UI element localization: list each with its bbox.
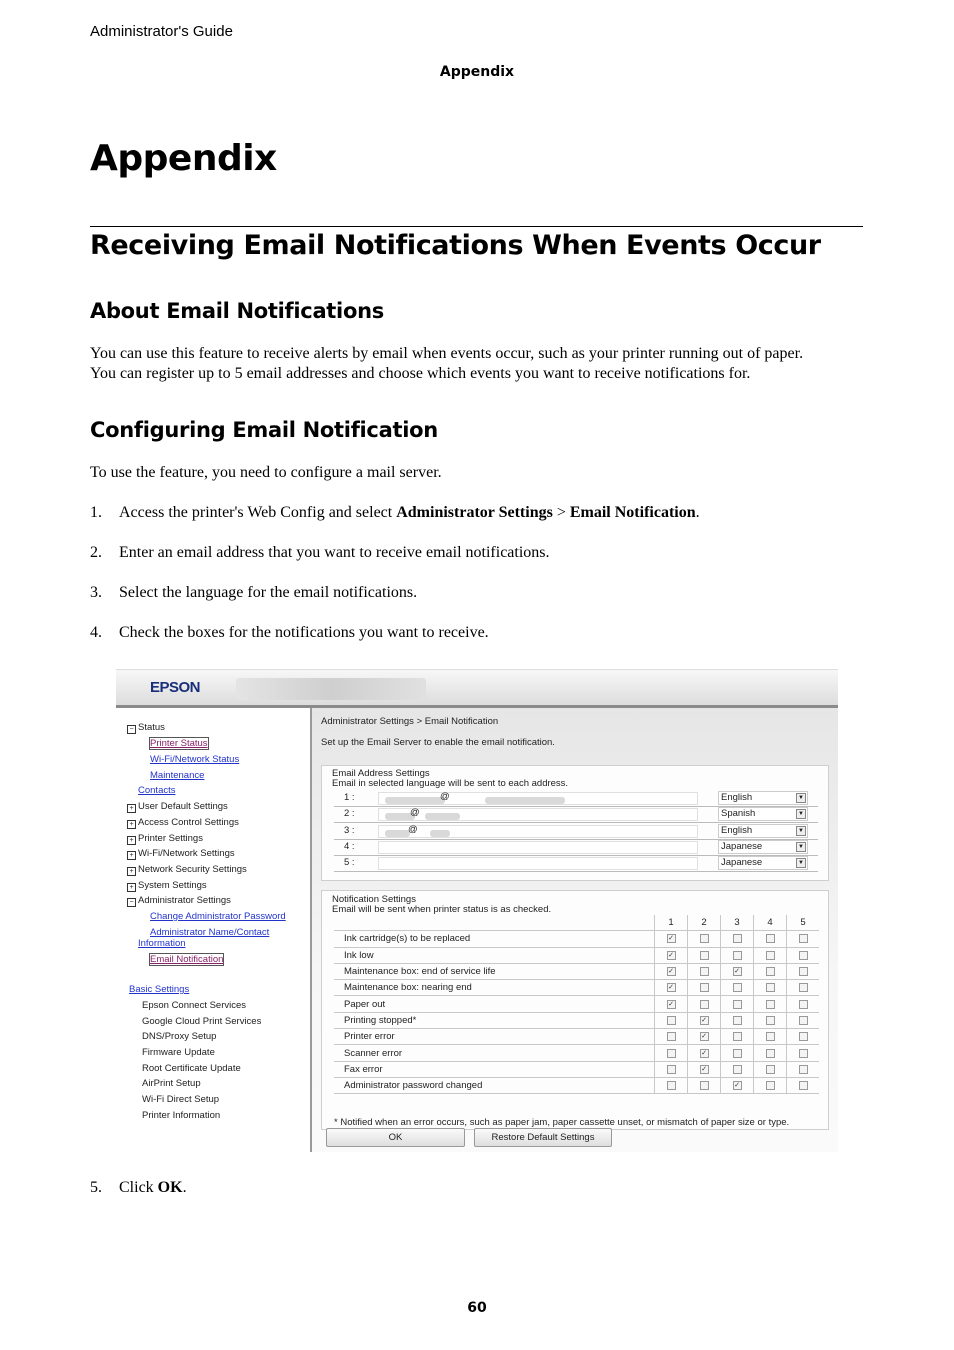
language-value: English [721, 792, 753, 803]
unchecked-checkbox[interactable] [733, 1000, 742, 1009]
redacted-email-text [425, 813, 460, 820]
email-row-label: 3 : [344, 824, 355, 836]
sidebar-item[interactable] [150, 911, 286, 922]
checkbox-cell [721, 1045, 754, 1061]
checked-checkbox[interactable]: ✓ [701, 1016, 707, 1024]
sidebar-item-label: Printer Settings [138, 833, 203, 844]
checkbox-cell [655, 963, 688, 979]
checkbox-cell [787, 963, 820, 979]
column-header: 5 [787, 915, 820, 931]
checkbox-cell [754, 996, 787, 1012]
table-row [334, 980, 819, 996]
language-select[interactable] [718, 791, 808, 805]
expand-icon[interactable]: + [127, 820, 136, 829]
main-intro: Set up the Email Server to enable the email notification. [321, 737, 555, 748]
email-address-input[interactable] [378, 808, 698, 821]
checkbox-cell [688, 1077, 721, 1093]
sidebar-item[interactable] [142, 1063, 241, 1074]
breadcrumb: Administrator Settings > Email Notification [321, 716, 499, 727]
dropdown-arrow-icon[interactable]: ▼ [796, 793, 806, 803]
redacted-email-text [430, 830, 450, 837]
section-heading: Receiving Email Notifications When Events Occur [90, 230, 821, 261]
sidebar-item[interactable] [129, 984, 189, 995]
checkbox-cell [721, 931, 754, 947]
table-row [334, 947, 819, 963]
unchecked-checkbox[interactable] [799, 951, 808, 960]
sidebar-item[interactable] [142, 1016, 261, 1027]
language-select[interactable] [718, 807, 808, 821]
checkbox-cell [721, 1077, 754, 1093]
sidebar-item-label: Wi-Fi/Network Settings [138, 848, 235, 859]
event-label: Maintenance box: nearing end [334, 980, 655, 996]
menu-administrator-settings: Administrator Settings [396, 504, 553, 521]
about-line-1: You can use this feature to receive alerts by email when events occur, such as your printer running out of paper. [90, 345, 804, 362]
blurred-printer-name [236, 678, 426, 700]
language-select[interactable] [718, 856, 808, 870]
step-text: Check the boxes for the notifications you want to receive. [119, 624, 489, 641]
step-number: 4. [90, 624, 102, 641]
unchecked-checkbox[interactable] [667, 1049, 676, 1058]
checkbox-cell [688, 980, 721, 996]
checkbox-cell [754, 1077, 787, 1093]
expand-icon[interactable]: + [127, 867, 136, 876]
web-config-sidebar [116, 708, 312, 1152]
redacted-email-text [385, 797, 445, 804]
email-address-row [334, 839, 818, 856]
sidebar-item-label: Access Control Settings [138, 817, 239, 828]
language-select[interactable] [718, 840, 808, 854]
sidebar-item-label: Epson Connect Services [142, 1000, 247, 1011]
unchecked-checkbox[interactable] [799, 934, 808, 943]
step-number: 5. [90, 1179, 102, 1196]
sidebar-item[interactable] [127, 864, 247, 876]
language-value: Japanese [721, 840, 763, 852]
language-select[interactable] [718, 824, 808, 838]
sidebar-item[interactable] [142, 1094, 219, 1105]
epson-logo: EPSON [150, 679, 201, 696]
period: . [695, 504, 700, 521]
sidebar-item-label: Wi-Fi Direct Setup [142, 1094, 220, 1105]
dropdown-arrow-icon[interactable]: ▼ [796, 858, 806, 868]
checkbox-cell [721, 1029, 754, 1045]
chapter-title: Appendix [90, 138, 277, 179]
unchecked-checkbox[interactable] [766, 983, 775, 992]
unchecked-checkbox[interactable] [700, 951, 709, 960]
sidebar-item[interactable] [127, 833, 203, 845]
separator: > [552, 504, 570, 521]
column-header: 4 [754, 915, 787, 931]
table-row [334, 1045, 819, 1061]
event-label: Paper out [334, 996, 655, 1012]
sidebar-item[interactable] [150, 770, 204, 781]
checkbox-cell [721, 1061, 754, 1077]
expand-icon[interactable]: + [127, 836, 136, 845]
checkbox-cell [754, 1061, 787, 1077]
collapse-icon[interactable]: − [127, 725, 136, 734]
language-value: English [721, 824, 753, 836]
step-text: Access the printer's Web Config and select [119, 504, 397, 521]
unchecked-checkbox[interactable] [799, 1032, 808, 1041]
unchecked-checkbox[interactable] [733, 1065, 742, 1074]
checkbox-cell [688, 1029, 721, 1045]
checkbox-cell [754, 963, 787, 979]
unchecked-checkbox[interactable] [667, 1032, 676, 1041]
sidebar-item[interactable] [127, 722, 165, 734]
sidebar-item-label: Information [138, 938, 186, 949]
unchecked-checkbox[interactable] [667, 1065, 676, 1074]
unchecked-checkbox[interactable] [733, 983, 742, 992]
at-sign: @ [410, 807, 420, 819]
unchecked-checkbox[interactable] [733, 1049, 742, 1058]
sidebar-item-label: Administrator Name/Contact [150, 927, 270, 938]
web-config-main [312, 708, 838, 1152]
table-row [334, 996, 819, 1012]
sidebar-item-label: Contacts [138, 785, 176, 796]
checkbox-cell [787, 996, 820, 1012]
checked-checkbox[interactable]: ✓ [668, 968, 674, 976]
unchecked-checkbox[interactable] [700, 983, 709, 992]
checkbox-cell [787, 1077, 820, 1093]
checkbox-cell [655, 1012, 688, 1028]
unchecked-checkbox[interactable] [733, 1032, 742, 1041]
redacted-email-text [485, 797, 565, 804]
expand-icon[interactable]: + [127, 804, 136, 813]
checkbox-cell [655, 980, 688, 996]
event-label: Printing stopped* [334, 1012, 655, 1028]
sidebar-item-label: Email Notification [150, 954, 224, 965]
unchecked-checkbox[interactable] [766, 934, 775, 943]
checked-checkbox[interactable]: ✓ [668, 1000, 674, 1008]
email-row-label: 4 : [344, 840, 355, 852]
notification-footnote: * Notified when an error occurs, such as paper jam, paper cassette unset, or mismatch of paper size or type. [334, 1117, 790, 1128]
checkbox-cell [787, 1045, 820, 1061]
sidebar-item[interactable] [142, 1110, 220, 1121]
event-label: Administrator password changed [334, 1077, 655, 1093]
email-row-label: 1 : [344, 792, 355, 803]
checkbox-cell [655, 1045, 688, 1061]
at-sign: @ [440, 791, 450, 802]
checkbox-cell [688, 931, 721, 947]
checkbox-cell [754, 931, 787, 947]
config-intro: To use the feature, you need to configure a mail server. [90, 464, 442, 481]
sidebar-item[interactable] [138, 938, 186, 949]
table-header-row [334, 915, 819, 931]
email-panel-title: Email Address Settings [332, 768, 430, 779]
checked-checkbox[interactable]: ✓ [668, 935, 674, 943]
checkbox-cell [721, 947, 754, 963]
dropdown-arrow-icon[interactable]: ▼ [796, 842, 806, 852]
restore-default-settings-button[interactable]: Restore Default Settings [474, 1128, 612, 1147]
sidebar-item[interactable] [127, 801, 228, 813]
redacted-email-text [385, 830, 410, 837]
heading-rule [90, 226, 863, 227]
sidebar-item-label: Network Security Settings [138, 864, 247, 875]
running-header-guide: Administrator's Guide [90, 23, 233, 40]
sidebar-item-label: System Settings [138, 880, 207, 891]
sidebar-item[interactable] [142, 1031, 216, 1042]
column-header: 2 [688, 915, 721, 931]
unchecked-checkbox[interactable] [700, 967, 709, 976]
period: . [182, 1179, 187, 1196]
checked-checkbox[interactable]: ✓ [701, 1033, 707, 1041]
unchecked-checkbox[interactable] [700, 1081, 709, 1090]
email-address-input[interactable] [378, 825, 698, 838]
about-line-2: You can register up to 5 email addresses and choose which events you want to receive notifications for. [90, 365, 751, 382]
checkbox-cell [655, 947, 688, 963]
checkbox-cell [655, 1029, 688, 1045]
unchecked-checkbox[interactable] [733, 951, 742, 960]
table-row [334, 1029, 819, 1045]
web-config-header [116, 669, 838, 706]
checked-checkbox[interactable]: ✓ [701, 1049, 707, 1057]
checkbox-cell [721, 980, 754, 996]
checkbox-cell [754, 947, 787, 963]
email-row-label: 5 : [344, 857, 355, 869]
email-address-input[interactable] [378, 841, 698, 854]
step-text: Enter an email address that you want to receive email notifications. [119, 544, 550, 561]
sidebar-item[interactable] [150, 927, 269, 938]
checkbox-cell [688, 996, 721, 1012]
unchecked-checkbox[interactable] [766, 1049, 775, 1058]
dropdown-arrow-icon[interactable]: ▼ [796, 826, 806, 836]
ok-button[interactable]: OK [326, 1128, 465, 1147]
checkbox-cell [787, 1012, 820, 1028]
checked-checkbox[interactable]: ✓ [734, 968, 740, 976]
sidebar-item-label: Google Cloud Print Services [142, 1016, 262, 1027]
checkbox-cell [787, 980, 820, 996]
sidebar-item-label: DNS/Proxy Setup [142, 1031, 217, 1042]
unchecked-checkbox[interactable] [766, 967, 775, 976]
at-sign: @ [408, 823, 418, 835]
step-number: 2. [90, 544, 102, 561]
sidebar-item-label: Administrator Settings [138, 895, 231, 906]
checkbox-cell [721, 963, 754, 979]
unchecked-checkbox[interactable] [667, 1016, 676, 1025]
sidebar-item[interactable] [142, 1078, 201, 1089]
sidebar-item[interactable] [127, 817, 239, 829]
page-number: 60 [467, 1300, 487, 1316]
notification-table [334, 915, 819, 1094]
step-text: Select the language for the email notifications. [119, 584, 418, 601]
expand-icon[interactable]: + [127, 883, 136, 892]
column-header: 3 [721, 915, 754, 931]
sidebar-item-label: Wi-Fi/Network Status [150, 754, 240, 765]
checkbox-cell [754, 1045, 787, 1061]
language-value: Japanese [721, 857, 763, 869]
unchecked-checkbox[interactable] [667, 1081, 676, 1090]
email-address-row [334, 806, 818, 823]
sidebar-item-label: Basic Settings [129, 984, 190, 995]
unchecked-checkbox[interactable] [733, 1016, 742, 1025]
email-panel-subtitle: Email in selected language will be sent to each address. [332, 778, 569, 789]
sidebar-item[interactable] [142, 1047, 215, 1058]
table-row [334, 1061, 819, 1077]
menu-email-notification: Email Notification [569, 504, 696, 521]
sidebar-item[interactable] [150, 954, 223, 965]
checkbox-cell [688, 1045, 721, 1061]
table-row [334, 1077, 819, 1093]
checkbox-cell [787, 1029, 820, 1045]
notification-panel-title: Notification Settings [332, 894, 416, 905]
email-row-label: 2 : [344, 808, 355, 820]
notification-panel-subtitle: Email will be sent when printer status is as checked. [332, 904, 552, 915]
checked-checkbox[interactable]: ✓ [734, 1082, 740, 1090]
checkbox-cell [655, 1077, 688, 1093]
sidebar-item[interactable] [127, 848, 235, 860]
email-address-input[interactable] [378, 857, 698, 870]
checked-checkbox[interactable]: ✓ [668, 951, 674, 959]
checkbox-cell [655, 931, 688, 947]
event-label: Ink cartridge(s) to be replaced [334, 931, 655, 947]
unchecked-checkbox[interactable] [766, 1032, 775, 1041]
sidebar-item-label: Printer Information [142, 1110, 221, 1121]
collapse-icon[interactable]: − [127, 898, 136, 907]
checkbox-cell [754, 1012, 787, 1028]
unchecked-checkbox[interactable] [766, 1016, 775, 1025]
checkbox-cell [655, 1061, 688, 1077]
unchecked-checkbox[interactable] [766, 1081, 775, 1090]
unchecked-checkbox[interactable] [733, 934, 742, 943]
unchecked-checkbox[interactable] [700, 1000, 709, 1009]
checkbox-cell [655, 996, 688, 1012]
checkbox-cell [688, 963, 721, 979]
event-label: Fax error [334, 1061, 655, 1077]
language-value: Spanish [721, 808, 756, 820]
unchecked-checkbox[interactable] [799, 1081, 808, 1090]
table-row [334, 931, 819, 947]
email-address-panel [321, 765, 829, 881]
event-label: Printer error [334, 1029, 655, 1045]
table-row [334, 963, 819, 979]
checkbox-cell [787, 931, 820, 947]
checkbox-cell [787, 947, 820, 963]
dropdown-arrow-icon[interactable]: ▼ [796, 809, 806, 819]
email-address-row [334, 790, 818, 807]
step-number: 1. [90, 504, 102, 521]
unchecked-checkbox[interactable] [766, 1065, 775, 1074]
about-paragraph [90, 344, 860, 384]
checkbox-cell [754, 980, 787, 996]
table-header-blank [334, 915, 655, 931]
sidebar-item[interactable] [150, 738, 208, 749]
unchecked-checkbox[interactable] [766, 951, 775, 960]
sidebar-item-label: User Default Settings [138, 801, 228, 812]
checkbox-cell [721, 1012, 754, 1028]
expand-icon[interactable]: + [127, 851, 136, 860]
unchecked-checkbox[interactable] [799, 1016, 808, 1025]
config-heading: Configuring Email Notification [90, 418, 438, 442]
checkbox-cell [721, 996, 754, 1012]
table-row [334, 1012, 819, 1028]
unchecked-checkbox[interactable] [799, 1000, 808, 1009]
checked-checkbox[interactable]: ✓ [668, 984, 674, 992]
web-config-screenshot [116, 669, 838, 1152]
unchecked-checkbox[interactable] [766, 1000, 775, 1009]
ok-label: OK [157, 1179, 183, 1196]
notification-panel [321, 890, 829, 1130]
email-address-row [334, 855, 818, 872]
unchecked-checkbox[interactable] [700, 934, 709, 943]
sidebar-item-label: Root Certificate Update [142, 1063, 241, 1074]
sidebar-item-label: Maintenance [150, 770, 205, 781]
event-label: Scanner error [334, 1045, 655, 1061]
unchecked-checkbox[interactable] [799, 1049, 808, 1058]
checkbox-cell [754, 1029, 787, 1045]
sidebar-item[interactable] [150, 754, 239, 765]
sidebar-item-label: Status [138, 722, 165, 733]
sidebar-item[interactable] [127, 880, 207, 892]
unchecked-checkbox[interactable] [799, 983, 808, 992]
sidebar-item[interactable] [127, 895, 231, 907]
sidebar-item[interactable] [138, 785, 176, 796]
unchecked-checkbox[interactable] [799, 967, 808, 976]
checkbox-cell [688, 1061, 721, 1077]
checkbox-cell [688, 1012, 721, 1028]
running-header-section: Appendix [439, 64, 515, 80]
event-label: Maintenance box: end of service life [334, 963, 655, 979]
email-address-input[interactable] [378, 792, 698, 805]
sidebar-item-label: Printer Status [150, 738, 208, 749]
checkbox-cell [787, 1061, 820, 1077]
step-text: Click [119, 1179, 158, 1196]
column-header: 1 [655, 915, 688, 931]
sidebar-item-label: AirPrint Setup [142, 1078, 201, 1089]
checked-checkbox[interactable]: ✓ [701, 1065, 707, 1073]
checkbox-cell [688, 947, 721, 963]
about-heading: About Email Notifications [90, 299, 384, 323]
email-address-row [334, 823, 818, 840]
step-number: 3. [90, 584, 102, 601]
sidebar-item-label: Change Administrator Password [150, 911, 286, 922]
sidebar-item[interactable] [142, 1000, 246, 1011]
sidebar-item-label: Firmware Update [142, 1047, 215, 1058]
event-label: Ink low [334, 947, 655, 963]
unchecked-checkbox[interactable] [799, 1065, 808, 1074]
